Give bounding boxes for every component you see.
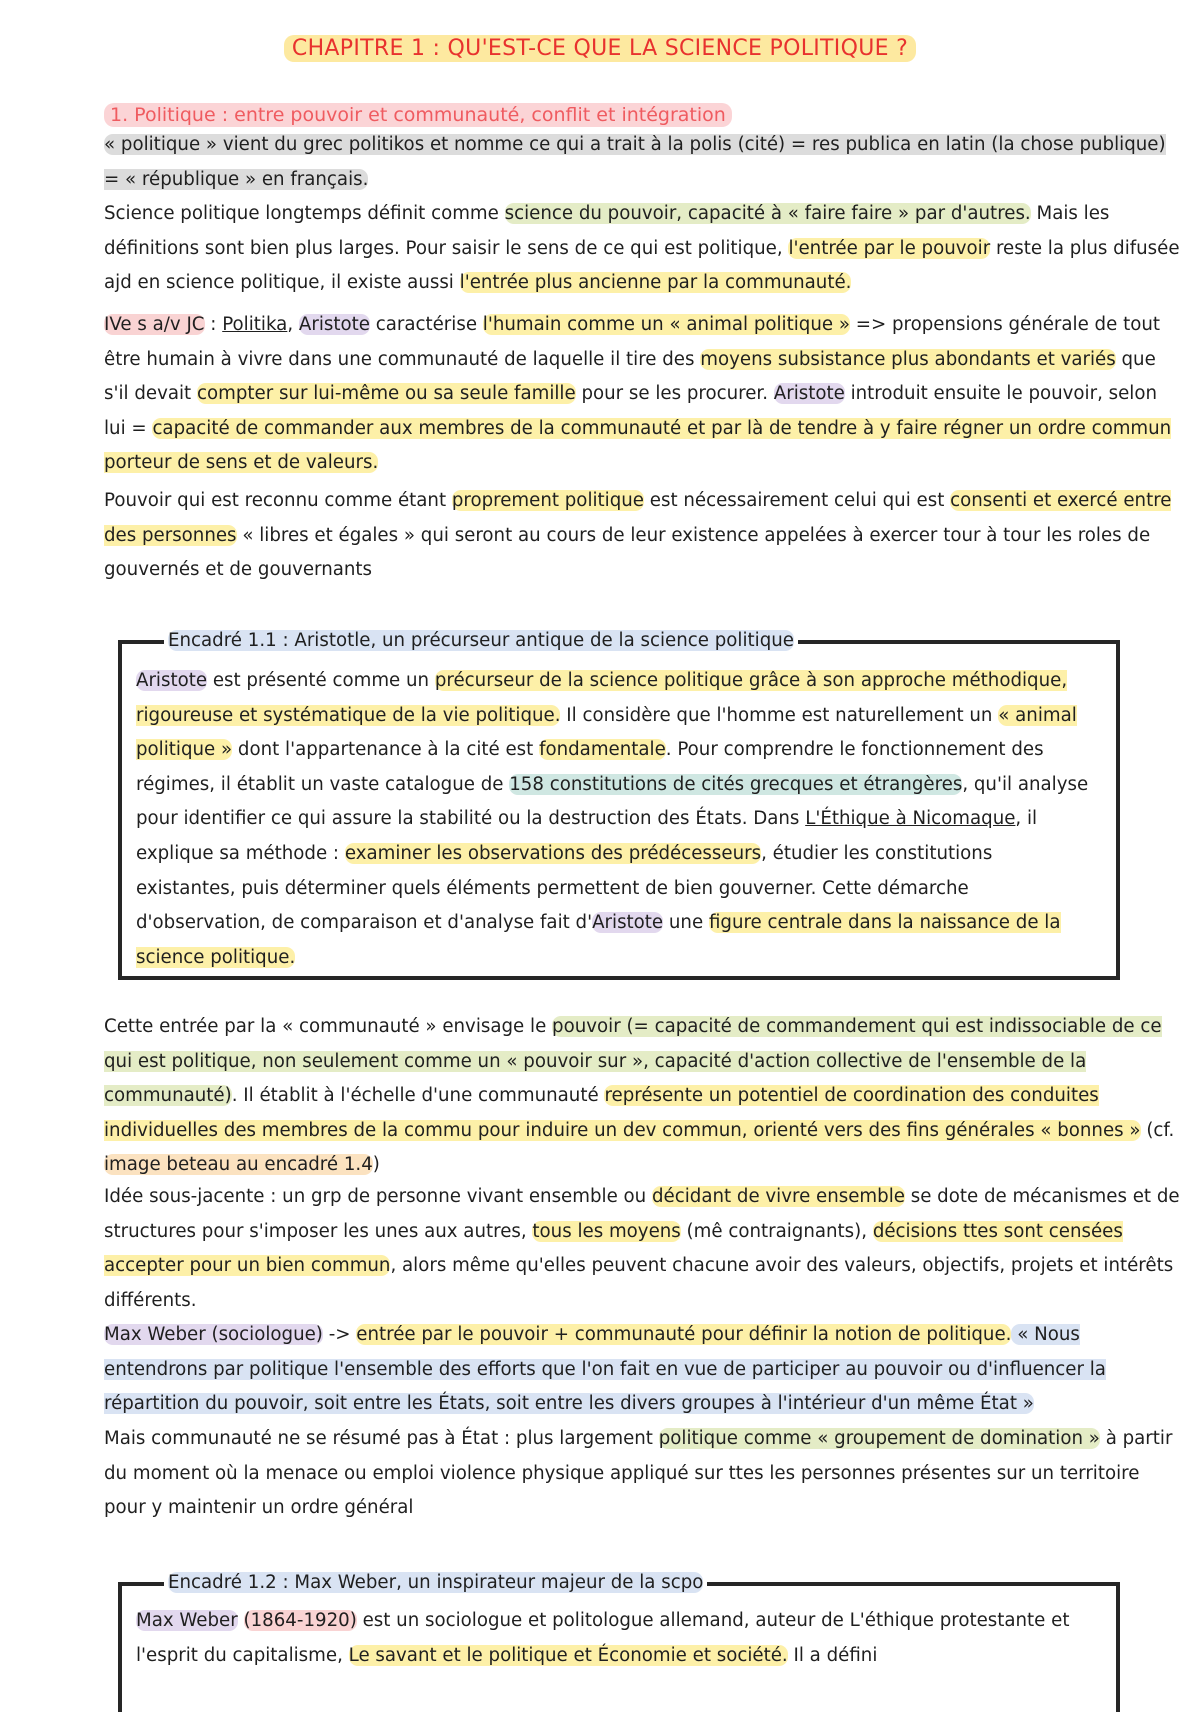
paragraph-idee-sous-jacente: Idée sous-jacente : un grp de personne vivant ensemble ou décidant de vivre ensemble se dote de mécanismes et de structures pour s'imposer les unes aux autres, tous les moyens (mê contraignants), décisions ttes sont censées accepter pour un bien commun, alors même qu'elles peuvent chacune avoir des valeurs, objectifs, projets et intérêts différents. (104, 1186, 1180, 1311)
box-title: Encadré 1.2 : Max Weber, un inspirateur majeur de la scpo (164, 1566, 707, 1600)
paragraph-politique-definition: « politique » vient du grec politikos et nomme ce qui a trait à la polis (cité) = res publica en latin (la chose publique) = « république » en français. Science politique longtemps définit comme science du pouvoir, capacité à « faire faire » par d'autres. Mais les définitions sont bien plus larges. Pour saisir le sens de ce qui est politique, l'entrée par le pouvoir reste la plus difusée ajd en science politique, il existe aussi l'entrée plus ancienne par la communauté. (104, 134, 1180, 294)
paragraph-pouvoir-politique: Pouvoir qui est reconnu comme étant proprement politique est nécessairement celui qui est consenti et exercé entre des personnes « libres et égales » qui seront au cours de leur existence appelées à exercer tour à tour les roles de gouvernés et de gouvernants (104, 490, 1172, 581)
paragraph-domination: Mais communauté ne se résumé pas à État : plus largement politique comme « groupement de domination » à partir du moment où la menace ou emploi violence physique appliqué sur ttes les personnes présentes sur un territoire pour y maintenir un ordre général (104, 1428, 1173, 1519)
paragraph-max-weber: Max Weber (sociologue) -> entrée par le pouvoir + communauté pour définir la notion de politique. « Nous entendrons par politique l'ensemble des efforts que l'on fait en vue de participer au pouvoir ou d'influencer la répartition du pouvoir, soit entre les États, soit entre les divers groupes à l'intérieur d'un même État » (104, 1324, 1106, 1415)
box-text: Max Weber (1864-1920) est un sociologue et politologue allemand, auteur de L'éthique protestante et l'esprit du capitalisme, Le savant et le politique et Économie et société. Il a défini (136, 1610, 1070, 1666)
section-heading: 1. Politique : entre pouvoir et communauté, conflit et intégration (104, 104, 732, 126)
paragraph-aristote: IVe s a/v JC : Politika, Aristote caractérise l'humain comme un « animal politique » => propensions générale de tout être humain à vivre dans une communauté de laquelle il tire des moyens subsistance plus abondants et variés que s'il devait compter sur lui-même ou sa seule famille pour se les procurer. Aristote introduit ensuite le pouvoir, selon lui = capacité de commander aux membres de la communauté et par là de tendre à y faire régner un ordre commun porteur de sens et de valeurs. (104, 314, 1172, 474)
box-text: Aristote est présenté comme un précurseur de la science politique grâce à son approche méthodique, rigoureuse et systématique de la vie politique. Il considère que l'homme est naturellement un « animal politique » dont l'appartenance à la cité est fondamentale. Pour comprendre le fonctionnement des régimes, il établit un vaste catalogue de 158 constitutions de cités grecques et étrangères, qu'il analyse pour identifier ce qui assure la stabilité ou la destruction des États. Dans L'Éthique à Nicomaque, il explique sa méthode : examiner les observations des prédécesseurs, étudier les constitutions existantes, puis déterminer quels éléments permettent de bien gouverner. Cette démarche d'observation, de comparaison et d'analyse fait d'Aristote une figure centrale dans la naissance de la science politique. (136, 670, 1089, 968)
box-title: Encadré 1.1 : Aristotle, un précurseur antique de la science politique (164, 624, 798, 658)
paragraph-communaute: Cette entrée par la « communauté » envisage le pouvoir (= capacité de commandement qui est indissociable de ce qui est politique, non seulement comme un « pouvoir sur », capacité d'action collective de l'ensemble de la communauté). Il établit à l'échelle d'une communauté représente un potentiel de coordination des conduites individuelles des membres de la commu pour induire un dev commun, orienté vers des fins générales « bonnes » (cf. image beteau au encadré 1.4) (104, 1016, 1175, 1176)
chapter-title: CHAPITRE 1 : QU'EST-CE QUE LA SCIENCE POLITIQUE ? (0, 36, 1200, 61)
encadre-weber-box (118, 1572, 1120, 1712)
encadre-aristote-box (118, 630, 1120, 980)
